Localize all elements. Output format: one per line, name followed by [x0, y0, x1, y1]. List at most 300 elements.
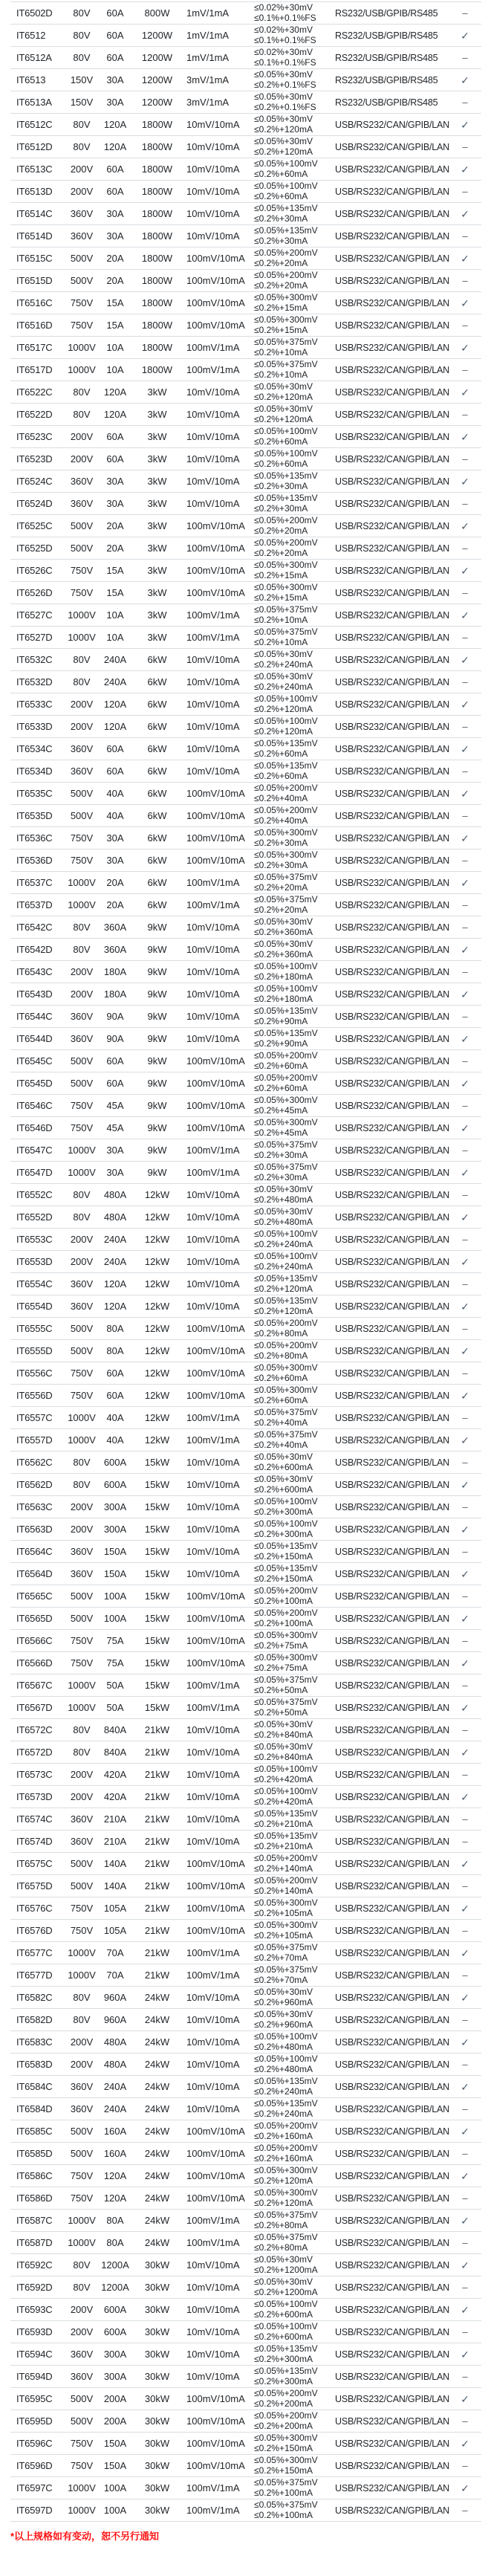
voltage-accuracy-text: ≤0.05%+30mV	[254, 404, 313, 414]
power-cell: 21kW	[144, 1969, 170, 1981]
interfaces-cell: USB/RS232/CAN/GPIB/LAN	[335, 1301, 449, 1312]
table-row	[10, 25, 481, 47]
resolution-cell: 100mV/10mA	[186, 1344, 245, 1356]
voltage-cell: 500V	[70, 2415, 94, 2427]
resolution-cell: 100mV/1mA	[186, 341, 240, 353]
table-row	[10, 827, 481, 850]
voltage-cell: 80V	[73, 921, 91, 933]
voltage-accuracy-text: ≤0.05%+375mV	[254, 604, 318, 615]
current-accuracy-text: ≤0.2%+240mA	[254, 681, 313, 692]
current-accuracy-text: ≤0.2%+360mA	[254, 948, 313, 959]
model-cell: IT6596D	[16, 2459, 53, 2471]
model-cell: IT6576C	[16, 1902, 53, 1914]
current-accuracy-text: ≤0.2%+60mA	[254, 1372, 308, 1383]
power-cell: 12kW	[144, 1255, 170, 1267]
resolution-cell: 10mV/10mA	[186, 2259, 240, 2271]
table-row	[10, 716, 481, 738]
accuracy-cell	[250, 694, 332, 714]
interfaces-cell: USB/RS232/CAN/GPIB/LAN	[335, 1078, 449, 1089]
voltage-accuracy-text: ≤0.05%+135mV	[254, 2076, 318, 2086]
resolution-cell: 100mV/10mA	[186, 1367, 245, 1379]
model-cell: IT6517C	[16, 341, 53, 353]
current-cell: 30A	[106, 475, 124, 487]
check-icon: ✓	[461, 1991, 469, 2004]
model-cell: IT6537C	[16, 876, 53, 888]
current-cell: 20A	[106, 252, 124, 264]
check-icon: ✓	[461, 742, 469, 755]
current-accuracy-text: ≤0.2%+300mA	[254, 2375, 313, 2386]
voltage-cell: 1000V	[68, 1969, 96, 1981]
accuracy-cell	[250, 761, 332, 781]
table-row	[10, 916, 481, 939]
voltage-accuracy-text: ≤0.05%+375mV	[254, 1674, 318, 1685]
model-cell: IT6536D	[16, 854, 53, 866]
power-cell: 6kW	[147, 787, 167, 799]
current-cell: 120A	[103, 720, 127, 732]
current-accuracy-text: ≤0.2%+30mA	[254, 1149, 308, 1160]
model-cell: IT6513C	[16, 163, 53, 175]
resolution-cell: 100mV/1mA	[186, 876, 240, 888]
current-accuracy-text: ≤0.2%+30mA	[254, 1171, 308, 1182]
power-cell: 15kW	[144, 1567, 170, 1579]
interfaces-cell: USB/RS232/CAN/GPIB/LAN	[335, 253, 449, 264]
accuracy-cell	[250, 739, 332, 759]
interfaces-cell: USB/RS232/CAN/GPIB/LAN	[335, 1635, 449, 1646]
voltage-accuracy-text: ≤0.05%+30mV	[254, 1206, 313, 1217]
model-cell: IT6517D	[16, 363, 53, 375]
model-cell: IT6574D	[16, 1835, 53, 1847]
voltage-accuracy-text: ≤0.05%+30mV	[254, 916, 313, 927]
voltage-accuracy-text: ≤0.05%+135mV	[254, 1295, 318, 1306]
current-accuracy-text: ≤0.2%+60mA	[254, 168, 308, 179]
current-cell: 40A	[106, 1434, 124, 1446]
accuracy-cell	[250, 1631, 332, 1651]
accuracy-cell	[250, 159, 332, 179]
current-accuracy-text: ≤0.2%+120mA	[254, 123, 313, 135]
voltage-cell: 360V	[70, 475, 94, 487]
voltage-accuracy-text: ≤0.05%+135mV	[254, 470, 318, 481]
voltage-accuracy-text: ≤0.05%+300mV	[254, 1652, 318, 1663]
current-accuracy-text: ≤0.2%+60mA	[254, 190, 308, 201]
interfaces-cell: USB/RS232/CAN/GPIB/LAN	[335, 1479, 449, 1490]
power-cell: 24kW	[144, 2192, 170, 2204]
accuracy-cell	[250, 1341, 332, 1361]
current-cell: 20A	[106, 274, 124, 286]
table-row	[10, 872, 481, 894]
table-row	[10, 1875, 481, 1897]
current-cell: 480A	[103, 1188, 127, 1200]
current-accuracy-text: ≤0.1%+0.1%FS	[254, 56, 316, 68]
interfaces-cell: USB/RS232/CAN/GPIB/LAN	[335, 1546, 449, 1557]
resolution-cell: 10mV/10mA	[186, 988, 240, 1000]
footnote: *以上规格如有变动，恕不另行通知	[10, 2531, 160, 2542]
current-cell: 300A	[103, 2348, 127, 2360]
accuracy-cell	[250, 226, 332, 246]
resolution-cell: 10mV/10mA	[186, 1478, 240, 1490]
current-cell: 100A	[103, 2482, 127, 2494]
voltage-cell: 360V	[70, 765, 94, 777]
model-cell: IT6564D	[16, 1567, 53, 1579]
power-cell: 21kW	[144, 1857, 170, 1869]
check-icon: ✓	[461, 653, 469, 666]
interfaces-cell: USB/RS232/CAN/GPIB/LAN	[335, 2259, 449, 2271]
interfaces-cell: USB/RS232/CAN/GPIB/LAN	[335, 2215, 449, 2226]
interfaces-cell: USB/RS232/CAN/GPIB/LAN	[335, 654, 449, 665]
current-accuracy-text: ≤0.2%+120mA	[254, 391, 313, 402]
interfaces-cell: USB/RS232/CAN/GPIB/LAN	[335, 1791, 449, 1802]
current-accuracy-text: ≤0.2%+240mA	[254, 2108, 313, 2119]
model-cell: IT6543D	[16, 988, 53, 1000]
model-cell: IT6555C	[16, 1322, 53, 1334]
current-cell: 75A	[106, 1634, 124, 1646]
power-cell: 21kW	[144, 1880, 170, 1891]
dash-icon: –	[462, 1634, 468, 1646]
current-accuracy-text: ≤0.2%+120mA	[254, 725, 313, 737]
model-cell: IT6546D	[16, 1122, 53, 1133]
voltage-accuracy-text: ≤0.05%+200mV	[254, 2143, 318, 2153]
voltage-cell: 80V	[73, 1991, 91, 2003]
voltage-accuracy-text: ≤0.05%+100mV	[254, 1251, 318, 1261]
power-cell: 6kW	[147, 876, 167, 888]
power-cell: 24kW	[144, 2147, 170, 2159]
voltage-accuracy-text: ≤0.05%+30mV	[254, 2254, 313, 2265]
dash-icon: –	[462, 1099, 468, 1111]
voltage-cell: 360V	[70, 1010, 94, 1022]
table-row	[10, 2232, 481, 2254]
model-cell: IT6537D	[16, 899, 53, 910]
dash-icon: –	[462, 1456, 468, 1468]
voltage-cell: 80V	[73, 2259, 91, 2271]
model-cell: IT6527C	[16, 609, 53, 621]
voltage-accuracy-text: ≤0.05%+100mV	[254, 961, 318, 971]
interfaces-cell: USB/RS232/CAN/GPIB/LAN	[335, 1345, 449, 1356]
dash-icon: –	[462, 2504, 468, 2516]
interfaces-cell: USB/RS232/CAN/GPIB/LAN	[335, 899, 449, 910]
check-icon: ✓	[461, 2036, 469, 2048]
voltage-accuracy-text: ≤0.05%+100mV	[254, 426, 318, 436]
voltage-accuracy-text: ≤0.05%+100mV	[254, 716, 318, 726]
model-cell: IT6562D	[16, 1478, 53, 1490]
accuracy-cell	[250, 3, 332, 23]
current-accuracy-text: ≤0.2%+240mA	[254, 2085, 313, 2097]
resolution-cell: 100mV/10mA	[186, 252, 245, 264]
voltage-accuracy-text: ≤0.05%+375mV	[254, 1139, 318, 1150]
table-row	[10, 247, 481, 270]
current-cell: 140A	[103, 1880, 127, 1891]
model-cell: IT6544C	[16, 1010, 53, 1022]
current-accuracy-text: ≤0.2%+160mA	[254, 2130, 313, 2141]
current-accuracy-text: ≤0.2%+50mA	[254, 1706, 308, 1718]
current-accuracy-text: ≤0.2%+600mA	[254, 1461, 313, 1472]
interfaces-cell: USB/RS232/CAN/GPIB/LAN	[335, 1412, 449, 1423]
voltage-cell: 1000V	[68, 2214, 96, 2226]
interfaces-cell: USB/RS232/CAN/GPIB/LAN	[335, 2059, 449, 2070]
interfaces-cell: USB/RS232/CAN/GPIB/LAN	[335, 1189, 449, 1200]
interfaces-cell: USB/RS232/CAN/GPIB/LAN	[335, 2304, 449, 2315]
current-cell: 80A	[106, 2214, 124, 2226]
power-cell: 1800W	[141, 230, 173, 242]
current-accuracy-text: ≤0.2%+15mA	[254, 302, 308, 313]
accuracy-cell	[250, 404, 332, 424]
power-cell: 21kW	[144, 1724, 170, 1735]
accuracy-cell	[250, 560, 332, 580]
voltage-accuracy-text: ≤0.05%+300mV	[254, 2433, 318, 2443]
current-accuracy-text: ≤0.2%+10mA	[254, 614, 308, 625]
interfaces-cell: RS232/USB/GPIB/RS485	[335, 52, 438, 63]
model-cell: IT6573C	[16, 1768, 53, 1780]
check-icon: ✓	[461, 2303, 469, 2316]
model-cell: IT6526D	[16, 586, 53, 598]
current-accuracy-text: ≤0.2%+40mA	[254, 1439, 308, 1450]
interfaces-cell: USB/RS232/CAN/GPIB/LAN	[335, 1145, 449, 1156]
current-accuracy-text: ≤0.2%+90mA	[254, 1038, 308, 1049]
current-cell: 50A	[106, 1701, 124, 1713]
table-row	[10, 1697, 481, 1719]
model-cell: IT6515D	[16, 274, 53, 286]
accuracy-cell	[250, 2300, 332, 2320]
accuracy-cell	[250, 1430, 332, 1450]
resolution-cell: 100mV/1mA	[186, 1679, 240, 1691]
check-icon: ✓	[461, 1032, 469, 1045]
check-icon: ✓	[461, 609, 469, 621]
current-accuracy-text: ≤0.2%+80mA	[254, 2242, 308, 2253]
table-row	[10, 2321, 481, 2343]
resolution-cell: 100mV/10mA	[186, 1857, 245, 1869]
table-row	[10, 1853, 481, 1875]
current-cell: 30A	[106, 497, 124, 509]
interfaces-cell: USB/RS232/CAN/GPIB/LAN	[335, 2349, 449, 2360]
current-cell: 480A	[103, 2036, 127, 2048]
power-cell: 3kW	[147, 542, 167, 554]
table-row	[10, 2120, 481, 2143]
current-cell: 180A	[103, 988, 127, 1000]
current-accuracy-text: ≤0.2%+80mA	[254, 1327, 308, 1339]
dash-icon: –	[462, 1367, 468, 1379]
interfaces-cell: USB/RS232/CAN/GPIB/LAN	[335, 543, 449, 554]
current-cell: 840A	[103, 1746, 127, 1758]
interfaces-cell: USB/RS232/CAN/GPIB/LAN	[335, 2438, 449, 2449]
resolution-cell: 10mV/10mA	[186, 2348, 240, 2360]
current-accuracy-text: ≤0.2%+0.1%FS	[254, 79, 316, 90]
model-cell: IT6596C	[16, 2437, 53, 2449]
current-accuracy-text: ≤0.2%+210mA	[254, 1840, 313, 1851]
interfaces-cell: USB/RS232/CAN/GPIB/LAN	[335, 2326, 449, 2337]
current-cell: 80A	[106, 1322, 124, 1334]
model-cell: IT6555D	[16, 1344, 53, 1356]
power-cell: 12kW	[144, 1322, 170, 1334]
power-cell: 6kW	[147, 653, 167, 665]
resolution-cell: 10mV/10mA	[186, 408, 240, 420]
model-cell: IT6547C	[16, 1144, 53, 1156]
current-accuracy-text: ≤0.2%+420mA	[254, 1773, 313, 1784]
current-accuracy-text: ≤0.2%+120mA	[254, 413, 313, 424]
resolution-cell: 100mV/10mA	[186, 1657, 245, 1669]
resolution-cell: 10mV/10mA	[186, 185, 240, 197]
current-accuracy-text: ≤0.2%+10mA	[254, 636, 308, 647]
interfaces-cell: USB/RS232/CAN/GPIB/LAN	[335, 1590, 449, 1602]
voltage-cell: 500V	[70, 1590, 94, 1602]
voltage-accuracy-text: ≤0.05%+30mV	[254, 91, 313, 102]
resolution-cell: 100mV/10mA	[186, 1612, 245, 1624]
interfaces-cell: USB/RS232/CAN/GPIB/LAN	[335, 2148, 449, 2159]
voltage-accuracy-text: ≤0.05%+300mV	[254, 1920, 318, 1930]
interfaces-cell: USB/RS232/CAN/GPIB/LAN	[335, 208, 449, 219]
resolution-cell: 100mV/10mA	[186, 1099, 245, 1111]
voltage-accuracy-text: ≤0.05%+30mV	[254, 381, 313, 392]
current-accuracy-text: ≤0.2%+60mA	[254, 458, 308, 469]
model-cell: IT6567D	[16, 1701, 53, 1713]
resolution-cell: 100mV/10mA	[186, 564, 245, 576]
voltage-accuracy-text: ≤0.05%+375mV	[254, 2499, 318, 2510]
voltage-accuracy-text: ≤0.05%+30mV	[254, 1741, 313, 1752]
power-cell: 9kW	[147, 1122, 167, 1133]
current-accuracy-text: ≤0.2%+150mA	[254, 2465, 313, 2476]
power-cell: 24kW	[144, 2103, 170, 2114]
voltage-cell: 360V	[70, 2370, 94, 2382]
model-cell: IT6513A	[16, 96, 52, 108]
power-cell: 1800W	[141, 252, 173, 264]
power-cell: 6kW	[147, 720, 167, 732]
power-cell: 24kW	[144, 1991, 170, 2003]
dash-icon: –	[462, 408, 468, 420]
power-cell: 3kW	[147, 631, 167, 643]
table-row	[10, 2455, 481, 2477]
voltage-cell: 200V	[70, 1233, 94, 1245]
check-icon: ✓	[461, 1344, 469, 1357]
resolution-cell: 100mV/10mA	[186, 2437, 245, 2449]
current-cell: 300A	[103, 1523, 127, 1535]
current-cell: 70A	[106, 1969, 124, 1981]
resolution-cell: 10mV/10mA	[186, 2303, 240, 2315]
voltage-accuracy-text: ≤0.05%+200mV	[254, 1585, 318, 1596]
voltage-accuracy-text: ≤0.05%+135mV	[254, 493, 318, 503]
table-row	[10, 1206, 481, 1229]
accuracy-cell	[250, 1006, 332, 1026]
dash-icon: –	[462, 2370, 468, 2382]
current-accuracy-text: ≤0.2%+60mA	[254, 1394, 308, 1405]
current-accuracy-text: ≤0.2%+75mA	[254, 1640, 308, 1651]
spec-table-body	[10, 2, 481, 2522]
interfaces-cell: USB/RS232/CAN/GPIB/LAN	[335, 1724, 449, 1735]
voltage-cell: 80V	[73, 653, 91, 665]
current-accuracy-text: ≤0.2%+300mA	[254, 1528, 313, 1539]
table-row	[10, 2276, 481, 2299]
resolution-cell: 10mV/10mA	[186, 2036, 240, 2048]
power-cell: 1800W	[141, 163, 173, 175]
table-row	[10, 1095, 481, 1117]
table-row	[10, 1028, 481, 1050]
model-cell: IT6593C	[16, 2303, 53, 2315]
power-cell: 21kW	[144, 1790, 170, 1802]
dash-icon: –	[462, 676, 468, 687]
power-cell: 9kW	[147, 921, 167, 933]
current-cell: 80A	[106, 1344, 124, 1356]
table-row	[10, 2477, 481, 2499]
table-row	[10, 1897, 481, 1920]
dash-icon: –	[462, 2058, 468, 2070]
power-cell: 3kW	[147, 497, 167, 509]
interfaces-cell: USB/RS232/CAN/GPIB/LAN	[335, 832, 449, 844]
interfaces-cell: USB/RS232/CAN/GPIB/LAN	[335, 1368, 449, 1379]
resolution-cell: 100mV/1mA	[186, 1701, 240, 1713]
check-icon: ✓	[461, 118, 469, 131]
power-cell: 15kW	[144, 1501, 170, 1512]
voltage-accuracy-text: ≤0.05%+100mV	[254, 2321, 318, 2331]
power-cell: 24kW	[144, 2036, 170, 2048]
accuracy-cell	[250, 2322, 332, 2342]
power-cell: 12kW	[144, 1211, 170, 1223]
resolution-cell: 10mV/10mA	[186, 1768, 240, 1780]
dash-icon: –	[462, 185, 468, 197]
current-cell: 60A	[106, 742, 124, 754]
dash-icon: –	[462, 1768, 468, 1780]
resolution-cell: 10mV/10mA	[186, 921, 240, 933]
power-cell: 9kW	[147, 1099, 167, 1111]
voltage-accuracy-text: ≤0.05%+100mV	[254, 181, 318, 191]
model-cell: IT6532C	[16, 653, 53, 665]
table-row	[10, 649, 481, 671]
model-cell: IT6552C	[16, 1188, 53, 1200]
accuracy-cell	[250, 471, 332, 491]
accuracy-cell	[250, 1229, 332, 1249]
model-cell: IT6582D	[16, 2013, 53, 2025]
voltage-accuracy-text: ≤0.05%+30mV	[254, 1452, 313, 1462]
model-cell: IT6514C	[16, 207, 53, 219]
accuracy-cell	[250, 2233, 332, 2253]
voltage-cell: 360V	[70, 1300, 94, 1312]
dash-icon: –	[462, 1545, 468, 1557]
interfaces-cell: USB/RS232/CAN/GPIB/LAN	[335, 676, 449, 687]
voltage-accuracy-text: ≤0.05%+100mV	[254, 1764, 318, 1774]
accuracy-cell	[250, 1586, 332, 1606]
current-cell: 30A	[106, 230, 124, 242]
table-row	[10, 292, 481, 314]
interfaces-cell: USB/RS232/CAN/GPIB/LAN	[335, 1613, 449, 1624]
current-accuracy-text: ≤0.2%+30mA	[254, 502, 308, 514]
interfaces-cell: USB/RS232/CAN/GPIB/LAN	[335, 565, 449, 576]
model-cell: IT6562C	[16, 1456, 53, 1468]
table-row	[10, 114, 481, 136]
voltage-accuracy-text: ≤0.05%+135mV	[254, 760, 318, 771]
resolution-cell: 10mV/10mA	[186, 2058, 240, 2070]
power-cell: 3kW	[147, 386, 167, 398]
interfaces-cell: USB/RS232/CAN/GPIB/LAN	[335, 855, 449, 866]
model-cell: IT6522C	[16, 386, 53, 398]
power-cell: 1800W	[141, 297, 173, 308]
current-cell: 100A	[103, 1612, 127, 1624]
table-row	[10, 1920, 481, 1942]
interfaces-cell: USB/RS232/CAN/GPIB/LAN	[335, 2393, 449, 2404]
resolution-cell: 10mV/10mA	[186, 1300, 240, 1312]
table-row	[10, 939, 481, 961]
voltage-cell: 750V	[70, 297, 94, 308]
interfaces-cell: USB/RS232/CAN/GPIB/LAN	[335, 230, 449, 242]
interfaces-cell: USB/RS232/CAN/GPIB/LAN	[335, 1033, 449, 1044]
voltage-accuracy-text: ≤0.05%+300mV	[254, 1630, 318, 1640]
model-cell: IT6513	[16, 74, 46, 85]
voltage-cell: 500V	[70, 1055, 94, 1067]
resolution-cell: 100mV/10mA	[186, 2392, 245, 2404]
voltage-accuracy-text: ≤0.05%+200mV	[254, 1050, 318, 1061]
table-row	[10, 671, 481, 693]
model-cell: IT6556D	[16, 1389, 53, 1401]
power-cell: 6kW	[147, 899, 167, 910]
interfaces-cell: USB/RS232/CAN/GPIB/LAN	[335, 1970, 449, 1981]
power-cell: 21kW	[144, 1768, 170, 1780]
voltage-cell: 750V	[70, 854, 94, 866]
dash-icon: –	[462, 1233, 468, 1245]
power-cell: 15kW	[144, 1545, 170, 1557]
